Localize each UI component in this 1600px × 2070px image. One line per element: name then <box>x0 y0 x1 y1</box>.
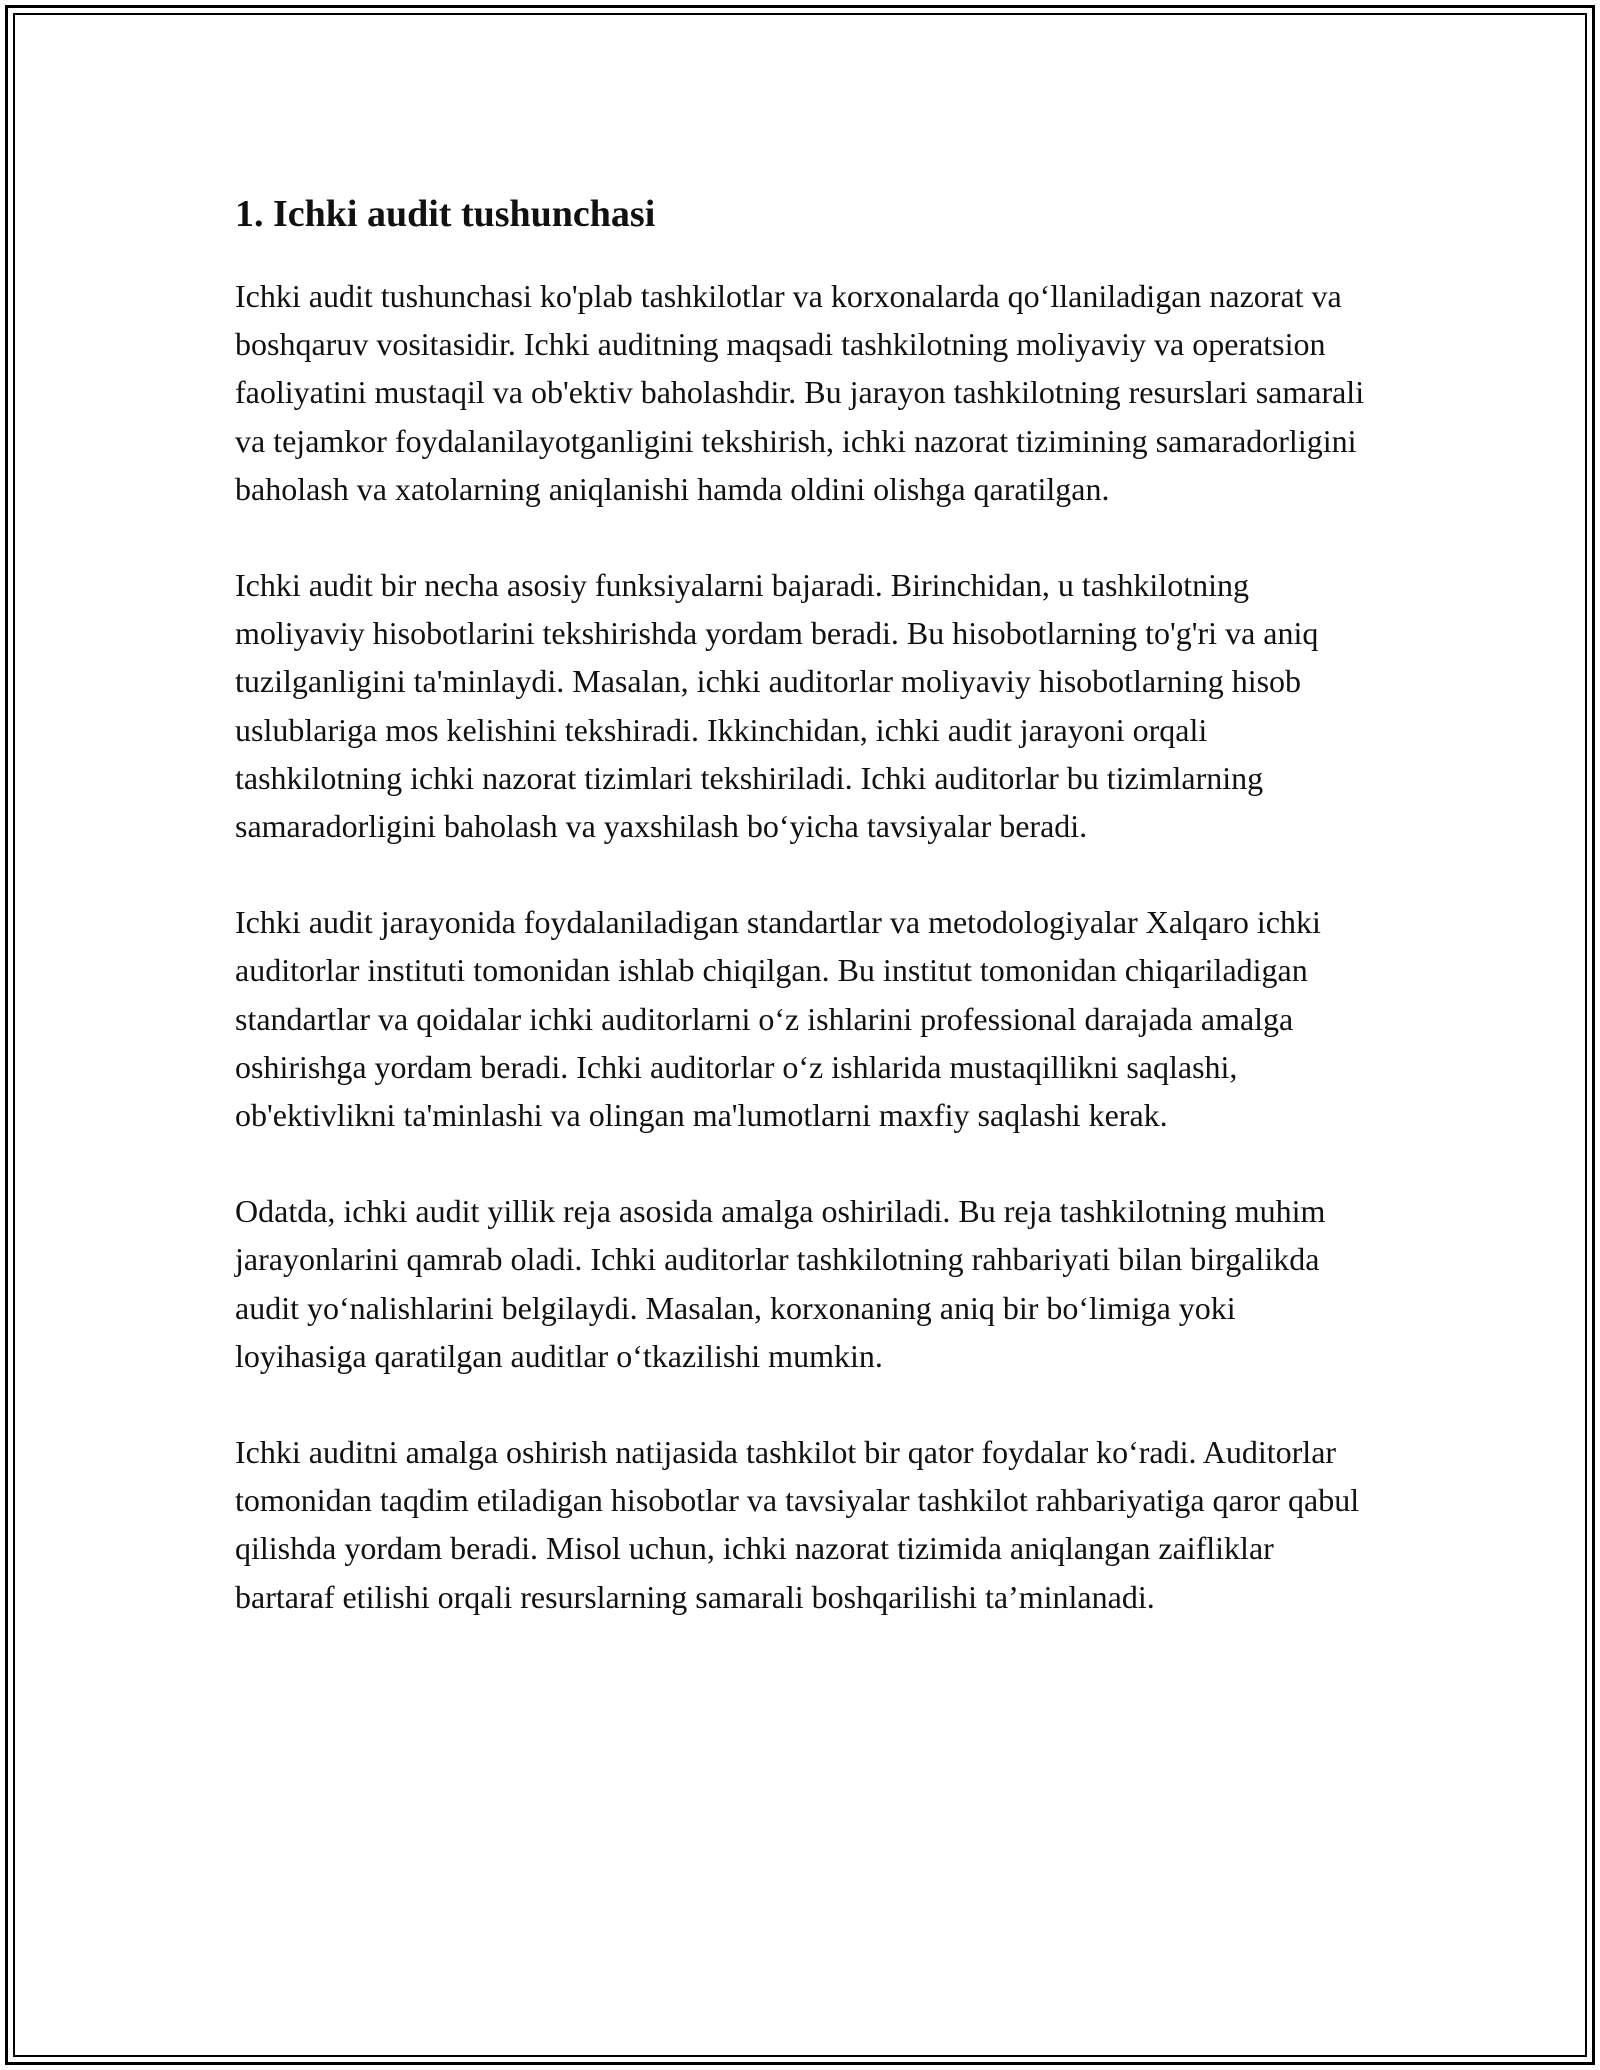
paragraph-3: Ichki audit jarayonida foydalaniladigan standartlar va metodologiyalar Xalqaro ichki auditorlar instituti tomonidan ishlab chiqilgan. Bu institut tomonidan chiqariladigan standartlar va qoidalar ichki auditorlarni o‘z ishlarini professional darajada amalga oshirishga yordam beradi. Ichki auditorlar o‘z ishlarida mustaqillikni saqlashi, ob'ektivlikni ta'minlashi va olingan ma'lumotlarni maxfiy saqlashi kerak. <box>235 904 1321 1134</box>
paragraph-1: Ichki audit tushunchasi ko'plab tashkilotlar va korxonalarda qo‘llaniladigan nazorat va boshqaruv vositasidir. Ichki auditning maqsadi tashkilotning moliyaviy va operatsion faoliyatini mustaqil va ob'ektiv baholashdir. Bu jarayon tashkilotning resurslari samarali va tejamkor foydalanilayotganligini tekshirish, ichki nazorat tizimining samaradorligini baholash va xatolarning aniqlanishi hamda oldini olishga qaratilgan. <box>235 278 1365 507</box>
paragraph-4: Odatda, ichki audit yillik reja asosida amalga oshiriladi. Bu reja tashkilotning muhim jarayonlarini qamrab oladi. Ichki auditorlar tashkilotning rahbariyati bilan birgalikda audit yo‘nalishlarini belgilaydi. Masalan, korxonaning aniq bir bo‘limiga yoki loyihasiga qaratilgan auditlar o‘tkazilishi mumkin. <box>235 1193 1326 1374</box>
document-body <box>235 186 1375 1669</box>
paragraph-2: Ichki audit bir necha asosiy funksiyalarni bajaradi. Birinchidan, u tashkilotning moliyaviy hisobotlarini tekshirishda yordam beradi. Bu hisobotlarning to'g'ri va aniq tuzilganligini ta'minlaydi. Masalan, ichki auditorlar moliyaviy hisobotlarning hisob uslublariga mos kelishini tekshiradi. Ikkinchidan, ichki audit jarayoni orqali tashkilotning ichki nazorat tizimlari tekshiriladi. Ichki auditorlar bu tizimlarning samaradorligini baholash va yaxshilash bo‘yicha tavsiyalar beradi. <box>235 567 1319 845</box>
paragraph-5: Ichki auditni amalga oshirish natijasida tashkilot bir qator foydalar ko‘radi. Auditorlar tomonidan taqdim etiladigan hisobotlar va tavsiyalar tashkilot rahbariyatiga qaror qabul qilishda yordam beradi. Misol uchun, ichki nazorat tizimida aniqlangan zaifliklar bartaraf etilishi orqali resurslarning samarali boshqarilishi ta’minlanadi. <box>235 1434 1360 1615</box>
section-heading: 1. Ichki audit tushunchasi <box>235 193 656 235</box>
